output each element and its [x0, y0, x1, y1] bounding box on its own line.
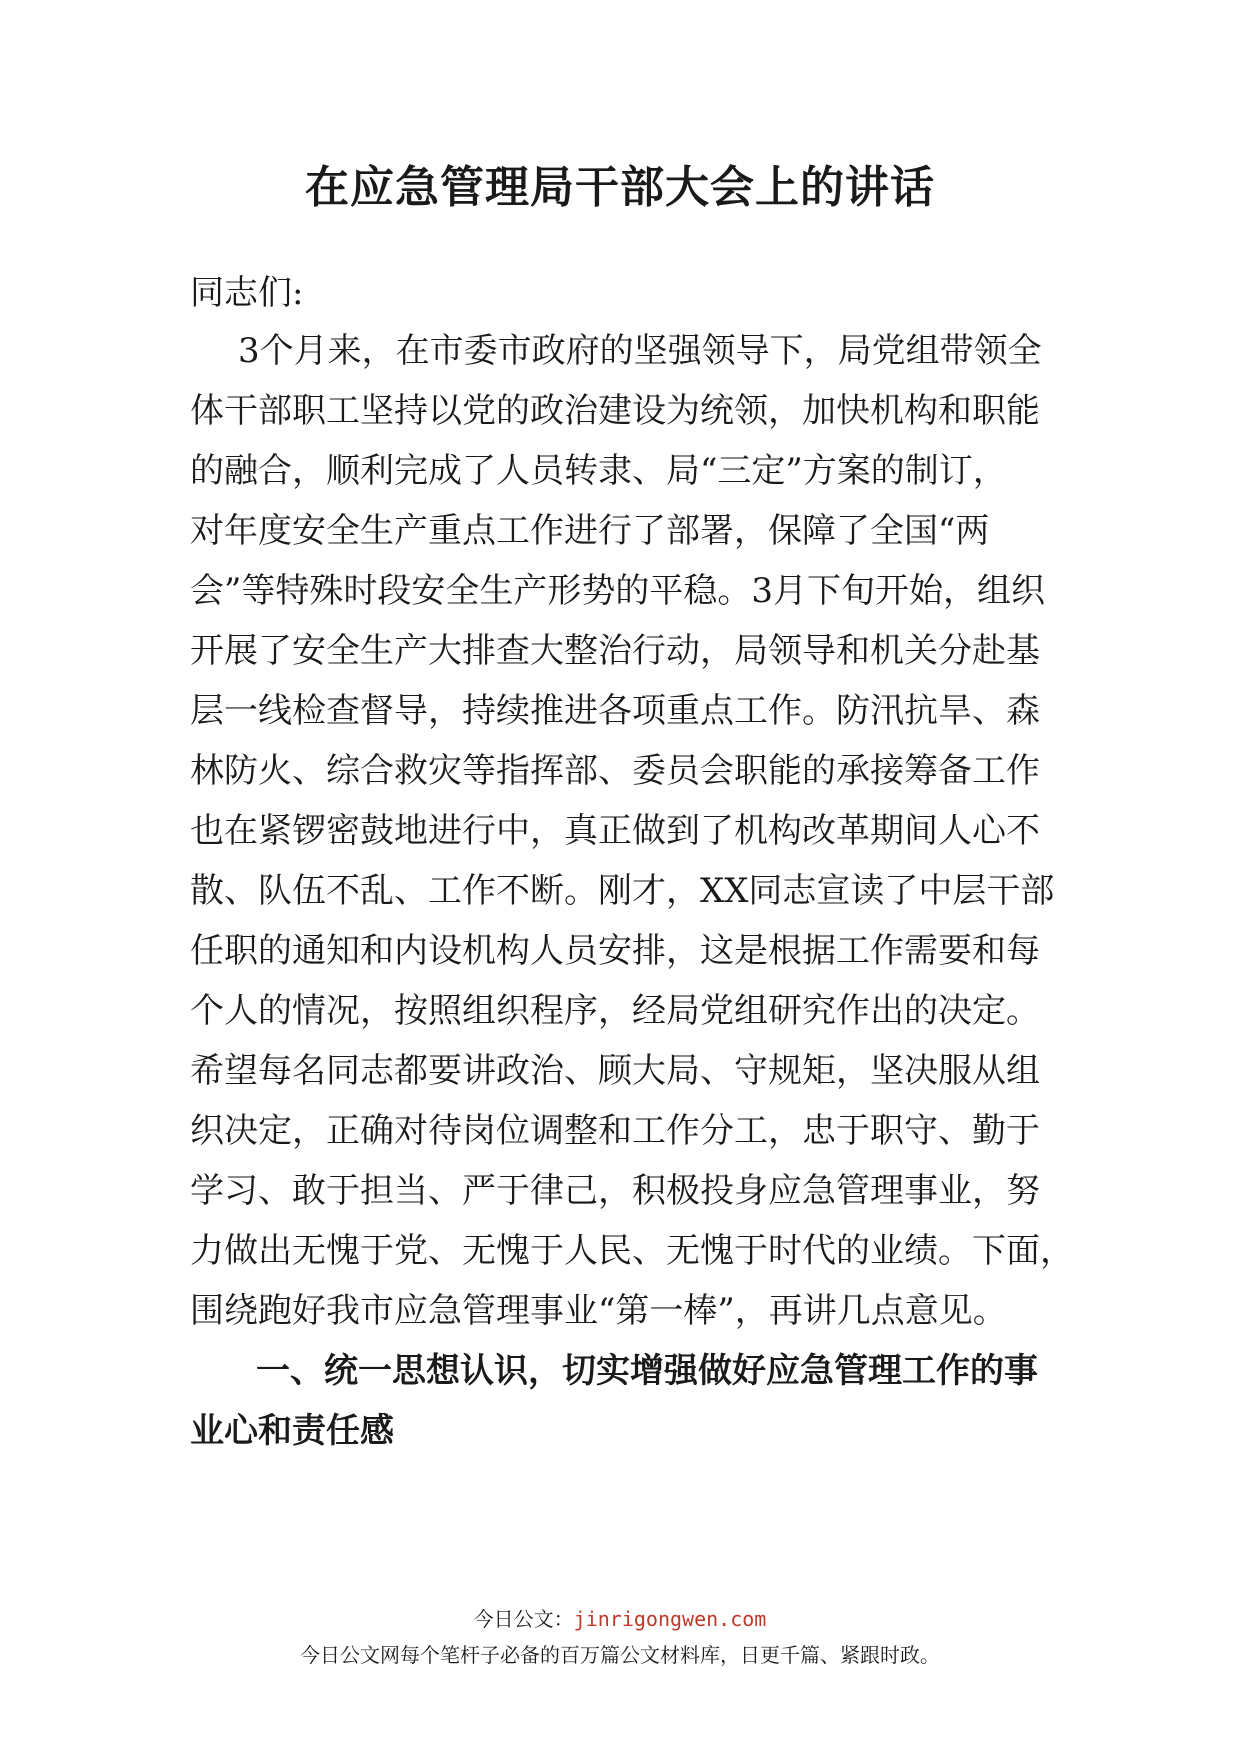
- footer-source-link[interactable]: jinrigongwen.com: [573, 1607, 767, 1631]
- page-title: 在应急管理局干部大会上的讲话: [305, 162, 935, 213]
- paragraph-line: 3个月来，在市委市政府的坚强领导下，局党组带领全: [238, 331, 1042, 371]
- paragraph-line: 的融合，顺利完成了人员转隶、局“三定”方案的制订，: [190, 451, 1007, 491]
- paragraph-line: 任职的通知和内设机构人员安排，这是根据工作需要和每: [190, 931, 1040, 971]
- paragraph-line: 对年度安全生产重点工作进行了部署，保障了全国“两: [190, 511, 990, 551]
- footer-source-label: 今日公文：: [473, 1607, 574, 1631]
- paragraph-line: 体干部职工坚持以党的政治建设为统领，加快机构和职能: [190, 391, 1040, 431]
- section-heading-line: 业心和责任感: [190, 1411, 394, 1451]
- salutation: 同志们:: [190, 273, 304, 313]
- paragraph-line: 层一线检查督导，持续推进各项重点工作。防汛抗旱、森: [190, 691, 1040, 731]
- paragraph-line: 散、队伍不乱、工作不断。刚才，XX同志宣读了中层干部: [190, 871, 1055, 911]
- footer-slogan: 今日公文网每个笔杆子必备的百万篇公文材料库，日更千篇、紧跟时政。: [300, 1643, 940, 1667]
- paragraph-line: 希望每名同志都要讲政治、顾大局、守规矩，坚决服从组: [190, 1051, 1040, 1091]
- paragraph-line: 会”等特殊时段安全生产形势的平稳。3月下旬开始，组织: [190, 571, 1046, 611]
- paragraph-line: 围绕跑好我市应急管理事业“第一棒”，再讲几点意见。: [190, 1291, 1007, 1331]
- paragraph-line: 织决定，正确对待岗位调整和工作分工，忠于职守、勤于: [190, 1111, 1040, 1151]
- footer-source: [0, 1604, 1240, 1634]
- section-heading-line: 一、统一思想认识，切实增强做好应急管理工作的事: [256, 1351, 1038, 1391]
- paragraph-line: 力做出无愧于党、无愧于人民、无愧于时代的业绩。下面，: [190, 1231, 1074, 1271]
- paragraph-line: 开展了安全生产大排查大整治行动，局领导和机关分赴基: [190, 631, 1040, 671]
- paragraph-line: 学习、敢于担当、严于律己，积极投身应急管理事业，努: [190, 1171, 1040, 1211]
- paragraph-line: 林防火、综合救灾等指挥部、委员会职能的承接筹备工作: [190, 751, 1040, 791]
- paragraph-line: 也在紧锣密鼓地进行中，真正做到了机构改革期间人心不: [190, 811, 1040, 851]
- paragraph-line: 个人的情况，按照组织程序，经局党组研究作出的决定。: [190, 991, 1040, 1031]
